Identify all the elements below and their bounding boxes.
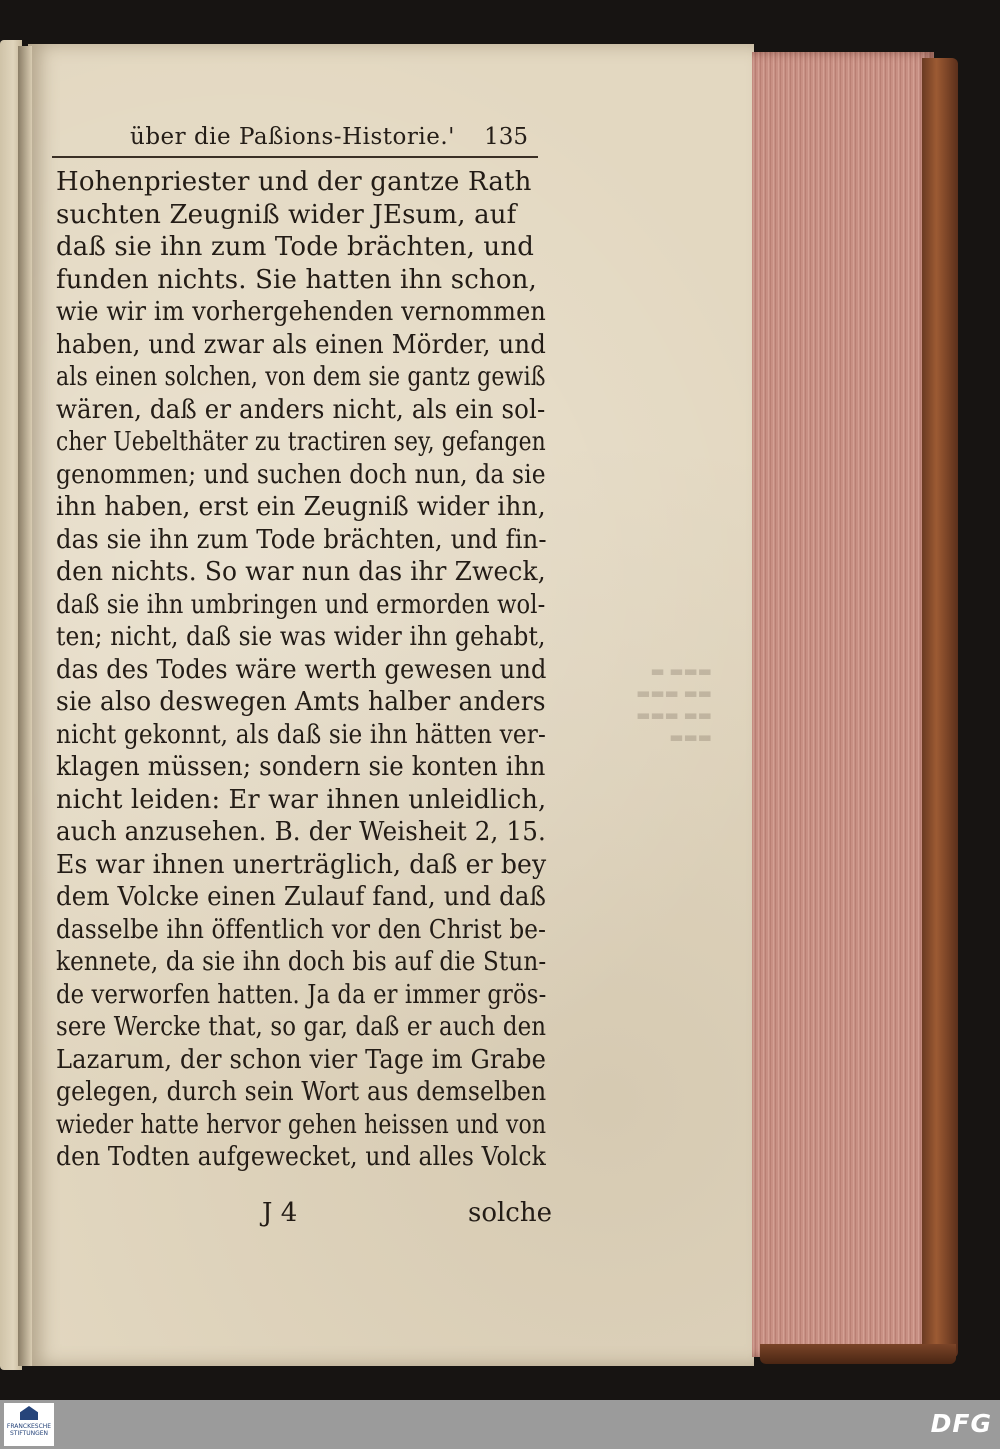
text-line: Hohenpriester und der gantze Rath <box>56 167 532 197</box>
page-number: 135 <box>484 124 528 150</box>
text-line: kennete, da sie ihn doch bis auf die Stun- <box>56 947 547 977</box>
text-line: den Todten aufgewecket, und alles Volck <box>56 1142 546 1172</box>
running-head <box>130 120 530 156</box>
page-body-text <box>56 166 546 1174</box>
text-line: wieder hatte hervor gehen heissen und von <box>56 1109 547 1140</box>
book-cover <box>922 58 958 1358</box>
text-line: haben, und zwar als einen Mörder, und <box>56 329 546 360</box>
text-line: als einen solchen, von dem sie gantz gewiß <box>56 362 546 392</box>
text-line: daß sie ihn zum Tode brächten, und <box>56 232 535 262</box>
text-line: das des Todes wäre werth gewesen und <box>56 654 547 685</box>
text-line: nicht leiden: Er war ihnen unleidlich, <box>56 784 547 815</box>
text-line: wie wir im vorhergehenden vernommen <box>56 297 546 327</box>
text-line: auch anzusehen. B. der Weisheit 2, 15. <box>56 817 546 847</box>
text-line: daß sie ihn umbringen und ermorden wol- <box>56 589 546 620</box>
text-line: ten; nicht, daß sie was wider ihn gehabt, <box>56 622 546 652</box>
text-line: ihn haben, erst ein Zeugniß wider ihn, <box>56 492 546 522</box>
book-cover-bottom <box>760 1344 956 1364</box>
text-line: suchten Zeugniß wider JEsum, auf <box>56 199 517 230</box>
text-line: den nichts. So war nun das ihr Zweck, <box>56 557 546 587</box>
text-line: wären, daß er anders nicht, als ein sol- <box>56 394 546 425</box>
institution-logo-text: FRANCKESCHE STIFTUNGEN <box>6 1423 52 1437</box>
text-line: Es war ihnen unerträglich, daß er bey <box>56 849 547 880</box>
text-line: sie also deswegen Amts halber anders <box>56 687 546 717</box>
text-line: klagen müssen; sondern sie konten ihn <box>56 752 546 782</box>
catchword: solche <box>468 1198 553 1228</box>
text-line: dem Volcke einen Zulauf fand, und daß <box>56 882 547 912</box>
institution-logo[interactable] <box>4 1403 54 1446</box>
text-line: de verworfen hatten. Ja da er immer grös- <box>56 979 547 1010</box>
page-stack-edges <box>752 52 934 1357</box>
dfg-logo[interactable]: DFG <box>930 1409 992 1438</box>
text-line: funden nichts. Sie hatten ihn schon, <box>56 264 537 295</box>
text-line: sere Wercke that, so gar, daß er auch den <box>56 1012 547 1042</box>
text-line: cher Uebelthäter zu tractiren sey, gefangen <box>56 427 546 457</box>
text-line: nicht gekonnt, als daß sie ihn hätten ver- <box>56 719 546 750</box>
text-line: genommen; und suchen doch nun, da sie <box>56 459 546 490</box>
text-line: Lazarum, der schon vier Tage im Grabe <box>56 1044 547 1075</box>
signature-mark: J 4 <box>262 1198 298 1228</box>
text-line: gelegen, durch sein Wort aus demselben <box>56 1077 547 1107</box>
header-rule <box>52 156 538 158</box>
text-line: dasselbe ihn öffentlich vor den Christ be- <box>56 914 547 945</box>
viewer-footer-bar <box>0 1400 1000 1449</box>
bleed-through-text: ▬▬▬ ▬ ▬▬ ▬▬▬ ▬▬ ▬▬▬ ▬▬▬ <box>636 662 712 746</box>
running-title: über die Paßions-Historie.' <box>130 124 455 150</box>
building-icon <box>20 1406 38 1420</box>
text-line: das sie ihn zum Tode brächten, und fin- <box>56 524 547 555</box>
page-gutter <box>18 46 32 1366</box>
